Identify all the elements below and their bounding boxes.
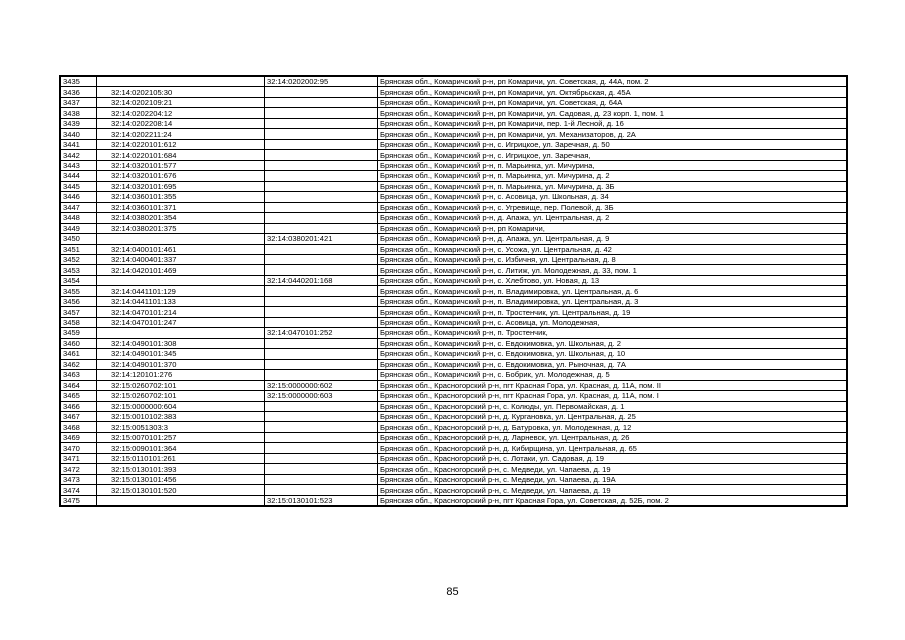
parent-cadastral-number-cell bbox=[265, 108, 378, 118]
table-row bbox=[60, 495, 847, 506]
parent-cadastral-number-cell bbox=[265, 412, 378, 422]
address-cell: Брянская обл., Комаричский р-н, с. Литиж, ул. Молодежная, д. 33, пом. 1 bbox=[378, 265, 848, 275]
table-row bbox=[60, 97, 847, 107]
address-cell: Брянская обл., Комаричский р-н, рп Комаричи, ул. Советская, д. 44А, пом. 2 bbox=[378, 76, 848, 87]
row-number-cell: 3450 bbox=[60, 234, 97, 244]
table-body bbox=[60, 76, 847, 506]
parent-cadastral-number-cell bbox=[265, 370, 378, 380]
cadastral-number-cell: 32:14:0490101:308 bbox=[97, 338, 265, 348]
address-cell: Брянская обл., Красногорский р-н, пгт Красная Гора, ул. Красная, д. 11А, пом. II bbox=[378, 380, 848, 390]
parent-cadastral-number-cell bbox=[265, 464, 378, 474]
address-cell: Брянская обл., Комаричский р-н, п. Марьинка, ул. Мичурина, bbox=[378, 160, 848, 170]
parent-cadastral-number-cell bbox=[265, 349, 378, 359]
address-cell: Брянская обл., Комаричский р-н, д. Апажа, ул. Центральная, д. 2 bbox=[378, 213, 848, 223]
parent-cadastral-number-cell bbox=[265, 213, 378, 223]
table-row bbox=[60, 328, 847, 338]
cadastral-number-cell: 32:14:0220101:684 bbox=[97, 150, 265, 160]
cadastral-number-cell bbox=[97, 76, 265, 87]
cadastral-number-cell: 32:14:0202109:21 bbox=[97, 97, 265, 107]
table-row bbox=[60, 349, 847, 359]
address-cell: Брянская обл., Комаричский р-н, с. Игрицкое, ул. Заречная, д. 50 bbox=[378, 139, 848, 149]
parent-cadastral-number-cell bbox=[265, 453, 378, 463]
address-cell: Брянская обл., Комаричский р-н, с. Евдокимовка, ул. Рыночная, д. 7А bbox=[378, 359, 848, 369]
cadastral-number-cell bbox=[97, 234, 265, 244]
cadastral-number-cell: 32:14:0220101:612 bbox=[97, 139, 265, 149]
parent-cadastral-number-cell bbox=[265, 443, 378, 453]
row-number-cell: 3464 bbox=[60, 380, 97, 390]
table-row bbox=[60, 108, 847, 118]
row-number-cell: 3449 bbox=[60, 223, 97, 233]
table-row bbox=[60, 432, 847, 442]
table-row bbox=[60, 150, 847, 160]
row-number-cell: 3475 bbox=[60, 495, 97, 506]
cadastral-number-cell: 32:15:0130101:393 bbox=[97, 464, 265, 474]
cadastral-number-cell: 32:15:0000000:604 bbox=[97, 401, 265, 411]
cadastral-number-cell: 32:15:0130101:456 bbox=[97, 474, 265, 484]
parent-cadastral-number-cell bbox=[265, 307, 378, 317]
address-cell: Брянская обл., Комаричский р-н, рп Комаричи, ул. Советская, д. 64А bbox=[378, 97, 848, 107]
table-row bbox=[60, 286, 847, 296]
table-row bbox=[60, 171, 847, 181]
address-cell: Брянская обл., Комаричский р-н, с. Евдокимовка, ул. Школьная, д. 10 bbox=[378, 349, 848, 359]
cadastral-number-cell: 32:14:0400401:337 bbox=[97, 254, 265, 264]
parent-cadastral-number-cell bbox=[265, 485, 378, 495]
cadastral-number-cell: 32:14:0202105:30 bbox=[97, 87, 265, 97]
table-row bbox=[60, 485, 847, 495]
parent-cadastral-number-cell bbox=[265, 181, 378, 191]
table-row bbox=[60, 317, 847, 327]
cadastral-number-cell: 32:14:0202204:12 bbox=[97, 108, 265, 118]
address-cell: Брянская обл., Комаричский р-н, п. Тростенчик, ул. Центральная, д. 19 bbox=[378, 307, 848, 317]
cadastral-number-cell: 32:14:120101:276 bbox=[97, 370, 265, 380]
table-row bbox=[60, 391, 847, 401]
row-number-cell: 3446 bbox=[60, 192, 97, 202]
address-cell: Брянская обл., Комаричский р-н, рп Комаричи, пер. 1-й Лесной, д. 16 bbox=[378, 118, 848, 128]
address-cell: Брянская обл., Красногорский р-н, с. Медведи, ул. Чапаева, д. 19 bbox=[378, 485, 848, 495]
address-cell: Брянская обл., Красногорский р-н, с. Колюды, ул. Первомайская, д. 1 bbox=[378, 401, 848, 411]
parent-cadastral-number-cell bbox=[265, 160, 378, 170]
address-cell: Брянская обл., Красногорский р-н, с. Медведи, ул. Чапаева, д. 19А bbox=[378, 474, 848, 484]
parent-cadastral-number-cell bbox=[265, 192, 378, 202]
row-number-cell: 3470 bbox=[60, 443, 97, 453]
cadastral-number-cell: 32:14:0420101:469 bbox=[97, 265, 265, 275]
parent-cadastral-number-cell: 32:15:0000000:603 bbox=[265, 391, 378, 401]
row-number-cell: 3438 bbox=[60, 108, 97, 118]
row-number-cell: 3463 bbox=[60, 370, 97, 380]
address-cell: Брянская обл., Комаричский р-н, рп Комаричи, ул. Механизаторов, д. 2А bbox=[378, 129, 848, 139]
parent-cadastral-number-cell bbox=[265, 296, 378, 306]
table-row bbox=[60, 234, 847, 244]
cadastral-number-cell: 32:14:0320101:676 bbox=[97, 171, 265, 181]
row-number-cell: 3456 bbox=[60, 296, 97, 306]
table-row bbox=[60, 380, 847, 390]
cadastral-number-cell: 32:14:0360101:355 bbox=[97, 192, 265, 202]
row-number-cell: 3437 bbox=[60, 97, 97, 107]
table-row bbox=[60, 464, 847, 474]
parent-cadastral-number-cell bbox=[265, 254, 378, 264]
cadastral-number-cell: 32:14:0202208:14 bbox=[97, 118, 265, 128]
cadastral-number-cell: 32:15:0260702:101 bbox=[97, 380, 265, 390]
row-number-cell: 3472 bbox=[60, 464, 97, 474]
cadastral-number-cell: 32:14:0380201:354 bbox=[97, 213, 265, 223]
row-number-cell: 3443 bbox=[60, 160, 97, 170]
row-number-cell: 3455 bbox=[60, 286, 97, 296]
address-cell: Брянская обл., Комаричский р-н, п. Марьинка, ул. Мичурина, д. 2 bbox=[378, 171, 848, 181]
parent-cadastral-number-cell: 32:15:0130101:523 bbox=[265, 495, 378, 506]
table-row bbox=[60, 265, 847, 275]
address-cell: Брянская обл., Комаричский р-н, п. Владимировка, ул. Центральная, д. 3 bbox=[378, 296, 848, 306]
cadastral-number-cell: 32:15:0090101:364 bbox=[97, 443, 265, 453]
address-cell: Брянская обл., Комаричский р-н, д. Апажа, ул. Центральная, д. 9 bbox=[378, 234, 848, 244]
row-number-cell: 3452 bbox=[60, 254, 97, 264]
table-row bbox=[60, 139, 847, 149]
parent-cadastral-number-cell bbox=[265, 244, 378, 254]
row-number-cell: 3440 bbox=[60, 129, 97, 139]
address-cell: Брянская обл., Комаричский р-н, с. Хлебтово, ул. Новая, д. 13 bbox=[378, 275, 848, 285]
address-cell: Брянская обл., Красногорский р-н, д. Кургановка, ул. Центральная, д. 25 bbox=[378, 412, 848, 422]
parent-cadastral-number-cell bbox=[265, 359, 378, 369]
parent-cadastral-number-cell bbox=[265, 139, 378, 149]
table-row bbox=[60, 338, 847, 348]
parent-cadastral-number-cell: 32:14:0440201:168 bbox=[265, 275, 378, 285]
row-number-cell: 3441 bbox=[60, 139, 97, 149]
table-row bbox=[60, 412, 847, 422]
parent-cadastral-number-cell bbox=[265, 150, 378, 160]
address-cell: Брянская обл., Комаричский р-н, рп Комаричи, ул. Садовая, д. 23 корп. 1, пом. 1 bbox=[378, 108, 848, 118]
address-cell: Брянская обл., Красногорский р-н, пгт Красная Гора, ул. Красная, д. 11А, пом. I bbox=[378, 391, 848, 401]
row-number-cell: 3442 bbox=[60, 150, 97, 160]
row-number-cell: 3469 bbox=[60, 432, 97, 442]
cadastral-number-cell: 32:15:0010102:383 bbox=[97, 412, 265, 422]
row-number-cell: 3468 bbox=[60, 422, 97, 432]
row-number-cell: 3451 bbox=[60, 244, 97, 254]
row-number-cell: 3447 bbox=[60, 202, 97, 212]
address-cell: Брянская обл., Комаричский р-н, с. Асовица, ул. Молодежная, bbox=[378, 317, 848, 327]
row-number-cell: 3465 bbox=[60, 391, 97, 401]
parent-cadastral-number-cell bbox=[265, 317, 378, 327]
table-row bbox=[60, 275, 847, 285]
address-cell: Брянская обл., Комаричский р-н, п. Владимировка, ул. Центральная, д. 6 bbox=[378, 286, 848, 296]
table-row bbox=[60, 181, 847, 191]
cadastral-number-cell: 32:14:0470101:214 bbox=[97, 307, 265, 317]
table-row bbox=[60, 213, 847, 223]
parent-cadastral-number-cell bbox=[265, 171, 378, 181]
table-row bbox=[60, 244, 847, 254]
address-cell: Брянская обл., Комаричский р-н, с. Евдокимовка, ул. Школьная, д. 2 bbox=[378, 338, 848, 348]
cadastral-number-cell: 32:14:0400101:461 bbox=[97, 244, 265, 254]
parent-cadastral-number-cell bbox=[265, 286, 378, 296]
cadastral-number-cell: 32:14:0470101:247 bbox=[97, 317, 265, 327]
address-cell: Брянская обл., Комаричский р-н, с. Избичня, ул. Центральная, д. 8 bbox=[378, 254, 848, 264]
table-row bbox=[60, 359, 847, 369]
table-row bbox=[60, 453, 847, 463]
parent-cadastral-number-cell bbox=[265, 265, 378, 275]
table-row bbox=[60, 296, 847, 306]
table-row bbox=[60, 118, 847, 128]
row-number-cell: 3458 bbox=[60, 317, 97, 327]
cadastral-number-cell: 32:15:0110101:261 bbox=[97, 453, 265, 463]
address-cell: Брянская обл., Красногорский р-н, д. Батуровка, ул. Молодежная, д. 12 bbox=[378, 422, 848, 432]
cadastral-number-cell bbox=[97, 328, 265, 338]
row-number-cell: 3436 bbox=[60, 87, 97, 97]
cadastral-number-cell: 32:14:0202211:24 bbox=[97, 129, 265, 139]
parent-cadastral-number-cell: 32:14:0380201:421 bbox=[265, 234, 378, 244]
parent-cadastral-number-cell: 32:15:0000000:602 bbox=[265, 380, 378, 390]
row-number-cell: 3444 bbox=[60, 171, 97, 181]
address-cell: Брянская обл., Комаричский р-н, с. Усожа, ул. Центральная, д. 42 bbox=[378, 244, 848, 254]
row-number-cell: 3460 bbox=[60, 338, 97, 348]
address-cell: Брянская обл., Комаричский р-н, п. Марьинка, ул. Мичурина, д. 3Б bbox=[378, 181, 848, 191]
parent-cadastral-number-cell bbox=[265, 87, 378, 97]
address-cell: Брянская обл., Комаричский р-н, рп Комаричи, ул. Октябрьская, д. 45А bbox=[378, 87, 848, 97]
row-number-cell: 3453 bbox=[60, 265, 97, 275]
address-cell: Брянская обл., Комаричский р-н, с. Асовица, ул. Школьная, д. 34 bbox=[378, 192, 848, 202]
cadastral-number-cell: 32:14:0380201:375 bbox=[97, 223, 265, 233]
parent-cadastral-number-cell bbox=[265, 118, 378, 128]
table-row bbox=[60, 254, 847, 264]
parent-cadastral-number-cell bbox=[265, 97, 378, 107]
cadastral-number-cell: 32:15:0260702:101 bbox=[97, 391, 265, 401]
row-number-cell: 3448 bbox=[60, 213, 97, 223]
row-number-cell: 3467 bbox=[60, 412, 97, 422]
property-table bbox=[59, 75, 848, 507]
row-number-cell: 3471 bbox=[60, 453, 97, 463]
cadastral-number-cell bbox=[97, 275, 265, 285]
parent-cadastral-number-cell bbox=[265, 432, 378, 442]
row-number-cell: 3461 bbox=[60, 349, 97, 359]
table-row bbox=[60, 307, 847, 317]
row-number-cell: 3457 bbox=[60, 307, 97, 317]
parent-cadastral-number-cell bbox=[265, 129, 378, 139]
parent-cadastral-number-cell: 32:14:0202002:95 bbox=[265, 76, 378, 87]
table-row bbox=[60, 422, 847, 432]
row-number-cell: 3474 bbox=[60, 485, 97, 495]
cadastral-number-cell bbox=[97, 495, 265, 506]
parent-cadastral-number-cell bbox=[265, 202, 378, 212]
table-row bbox=[60, 87, 847, 97]
cadastral-number-cell: 32:15:0070101:257 bbox=[97, 432, 265, 442]
cadastral-number-cell: 32:14:0441101:133 bbox=[97, 296, 265, 306]
cadastral-number-cell: 32:14:0490101:345 bbox=[97, 349, 265, 359]
parent-cadastral-number-cell bbox=[265, 422, 378, 432]
parent-cadastral-number-cell bbox=[265, 338, 378, 348]
row-number-cell: 3473 bbox=[60, 474, 97, 484]
cadastral-number-cell: 32:14:0320101:577 bbox=[97, 160, 265, 170]
address-cell: Брянская обл., Красногорский р-н, пгт Красная Гора, ул. Советская, д. 52Б, пом. 2 bbox=[378, 495, 848, 506]
table-row bbox=[60, 370, 847, 380]
parent-cadastral-number-cell bbox=[265, 223, 378, 233]
cadastral-number-cell: 32:14:0490101:370 bbox=[97, 359, 265, 369]
address-cell: Брянская обл., Комаричский р-н, с. Игрицкое, ул. Заречная, bbox=[378, 150, 848, 160]
table-row bbox=[60, 76, 847, 87]
table-row bbox=[60, 223, 847, 233]
table-row bbox=[60, 443, 847, 453]
cadastral-number-cell: 32:14:0360101:371 bbox=[97, 202, 265, 212]
cadastral-number-cell: 32:15:0130101:520 bbox=[97, 485, 265, 495]
table-row bbox=[60, 474, 847, 484]
parent-cadastral-number-cell bbox=[265, 401, 378, 411]
address-cell: Брянская обл., Комаричский р-н, рп Комаричи, bbox=[378, 223, 848, 233]
table-row bbox=[60, 192, 847, 202]
cadastral-number-cell: 32:15:0051303:3 bbox=[97, 422, 265, 432]
row-number-cell: 3435 bbox=[60, 76, 97, 87]
address-cell: Брянская обл., Комаричский р-н, с. Угревище, пер. Полевой, д. 3Б bbox=[378, 202, 848, 212]
row-number-cell: 3462 bbox=[60, 359, 97, 369]
parent-cadastral-number-cell: 32:14:0470101:252 bbox=[265, 328, 378, 338]
row-number-cell: 3459 bbox=[60, 328, 97, 338]
table-row bbox=[60, 401, 847, 411]
table-row bbox=[60, 129, 847, 139]
address-cell: Брянская обл., Комаричский р-н, п. Тростенчик, bbox=[378, 328, 848, 338]
cadastral-number-cell: 32:14:0441101:129 bbox=[97, 286, 265, 296]
row-number-cell: 3445 bbox=[60, 181, 97, 191]
table-row bbox=[60, 202, 847, 212]
cadastral-number-cell: 32:14:0320101:695 bbox=[97, 181, 265, 191]
address-cell: Брянская обл., Красногорский р-н, с. Лотаки, ул. Садовая, д. 19 bbox=[378, 453, 848, 463]
address-cell: Брянская обл., Красногорский р-н, д. Кибирщина, ул. Центральная, д. 65 bbox=[378, 443, 848, 453]
address-cell: Брянская обл., Красногорский р-н, д. Ларневск, ул. Центральная, д. 26 bbox=[378, 432, 848, 442]
address-cell: Брянская обл., Красногорский р-н, с. Медведи, ул. Чапаева, д. 19 bbox=[378, 464, 848, 474]
table-row bbox=[60, 160, 847, 170]
row-number-cell: 3439 bbox=[60, 118, 97, 128]
row-number-cell: 3466 bbox=[60, 401, 97, 411]
page-number: 85 bbox=[446, 586, 459, 598]
row-number-cell: 3454 bbox=[60, 275, 97, 285]
parent-cadastral-number-cell bbox=[265, 474, 378, 484]
address-cell: Брянская обл., Комаричский р-н, с. Бобрик, ул. Молодежная, д. 5 bbox=[378, 370, 848, 380]
